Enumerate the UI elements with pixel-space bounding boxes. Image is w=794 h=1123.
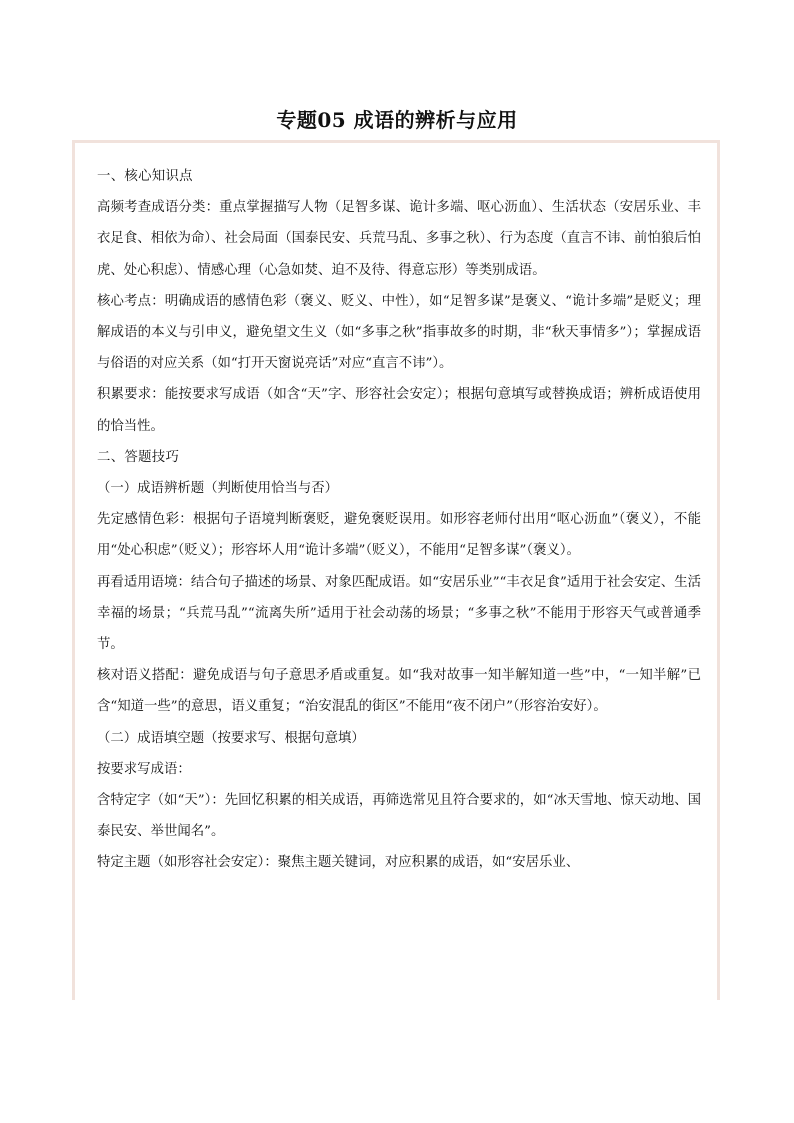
paragraph-emotional-color: 先定感情色彩：根据句子语境判断褒贬，避免褒贬误用。如形容老师付出用“呕心沥血”（褒义），不能用“处心积虑”（贬义）；形容坏人用“诡计多端”（贬义），不能用“足智多谋”（褒义）。 (97, 512, 701, 559)
paragraph-write-by-requirement: 按要求写成语： (97, 761, 191, 777)
paragraph-context: 再看适用语境：结合句子描述的场景、对象匹配成语。如“安居乐业”“丰衣足食”适用于社会安定、生活幸福的场景；“兵荒马乱”“流离失所”适用于社会动荡的场景；“多事之秋”不能用于形容天气或普通季节。 (97, 574, 701, 653)
paragraph-accumulation: 积累要求：能按要求写成语（如含“天”字、形容社会安定）；根据句意填写或替换成语；辨析成语使用的恰当性。 (97, 387, 701, 434)
section-heading-techniques: 二、答题技巧 (97, 449, 180, 465)
paragraph-core-points: 核心考点：明确成语的感情色彩（褒义、贬义、中性），如“足智多谋”是褒义、“诡计多端”是贬义；理解成语的本义与引申义，避免望文生义（如“多事之秋”指事故多的时期，非“秋天事情多”）；掌握成语与俗语的对应关系（如“打开天窗说亮话”对应“直言不讳”）。 (97, 293, 701, 372)
paragraph-specific-character: 含特定字（如“天”）：先回忆积累的相关成语，再筛选常见且符合要求的，如“冰天雪地、惊天动地、国泰民安、举世闻名”。 (97, 793, 701, 840)
subsection-heading-fill-blank: （二）成语填空题（按要求写、根据句意填） (97, 730, 365, 746)
section-heading-core-knowledge: 一、核心知识点 (97, 169, 193, 184)
paragraph-semantic-match: 核对语义搭配：避免成语与句子意思矛盾或重复。如“我对故事一知半解知道一些”中，“一知半解”已含“知道一些”的意思，语义重复；“治安混乱的街区”不能用“夜不闭户”（形容治安好）。 (97, 668, 701, 715)
content-body (97, 161, 701, 879)
subsection-heading-discrimination: （一）成语辨析题（判断使用恰当与否） (97, 481, 339, 497)
paragraph-specific-theme: 特定主题（如形容社会安定）：聚焦主题关键词，对应积累的成语，如“安居乐业、 (97, 855, 580, 871)
content-frame (72, 140, 720, 1000)
paragraph-idiom-categories: 高频考查成语分类：重点掌握描写人物（足智多谋、诡计多端、呕心沥血）、生活状态（安居乐业、丰衣足食、相依为命）、社会局面（国泰民安、兵荒马乱、多事之秋）、行为态度（直言不讳、前怕狼后怕虎、处心积虑）、情感心理（心急如焚、迫不及待、得意忘形）等类别成语。 (97, 200, 701, 278)
document-title: 专题05 成语的辨析与应用 (276, 108, 518, 132)
